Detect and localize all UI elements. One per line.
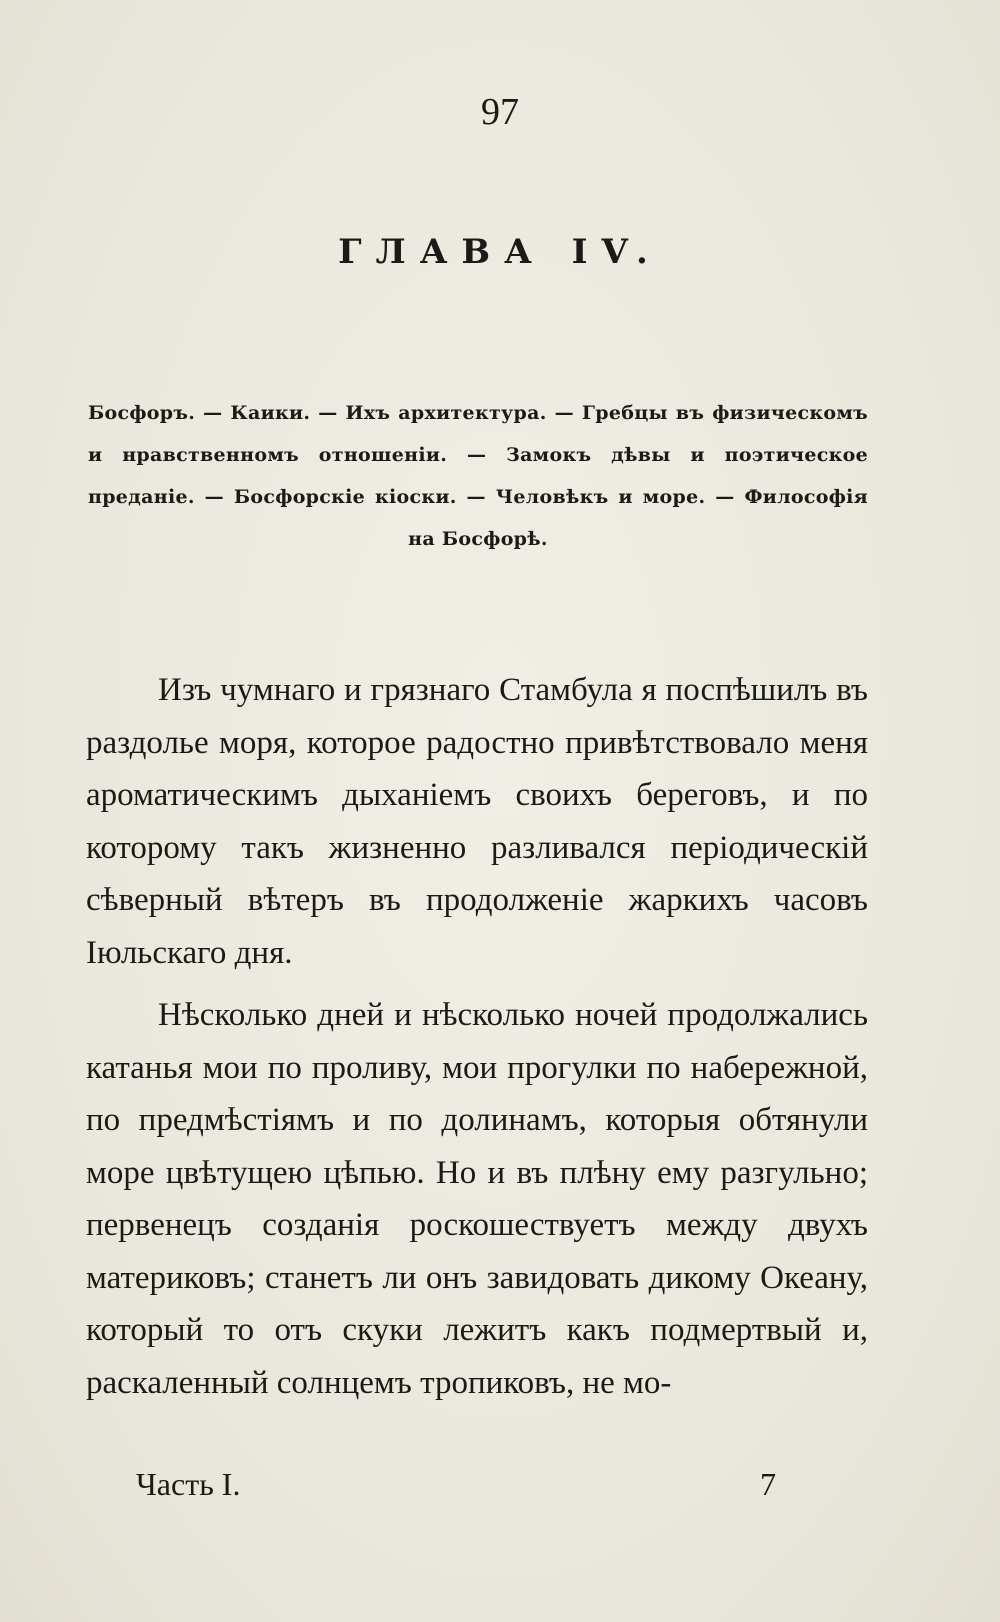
body-text <box>86 664 868 1409</box>
page-number: 97 <box>481 91 519 133</box>
chapter-summary: Босфоръ. — Каики. — Ихъ архитектура. — Гребцы въ физическомъ и нравственномъ отношеніи. — Замокъ дѣвы и поэтическое преданіе. — Босфорскіе кіоски. — Человѣкъ и море. — Философія на Босфорѣ. <box>88 402 868 550</box>
paragraph-2: Нѣсколько дней и нѣсколько ночей продолжались катанья мои по проливу, мои прогулки по набережной, по предмѣстіямъ и по долинамъ, которыя обтянули море цвѣтущею цѣпью. Но и въ плѣну ему разгульно; первенецъ созданія роскошествуетъ между двухъ материковъ; станетъ ли онъ завидовать дикому Океану, который то отъ скуки лежитъ какъ подмертвый и, раскаленный солнцемъ тропиковъ, не мо- <box>86 997 868 1401</box>
signature-mark: 7 <box>760 1466 776 1502</box>
chapter-title: ГЛАВА IV. <box>338 232 662 272</box>
paragraph-1: Изъ чумнаго и грязнаго Стамбула я поспѣшилъ въ раздолье моря, которое радостно привѣтствовало меня ароматическимъ дыханіемъ своихъ береговъ, и по которому такъ жизненно разливался періодическій сѣверный вѣтеръ въ продолженіе жаркихъ часовъ Іюльскаго дня. <box>86 672 868 971</box>
part-label: Часть I. <box>136 1466 241 1502</box>
